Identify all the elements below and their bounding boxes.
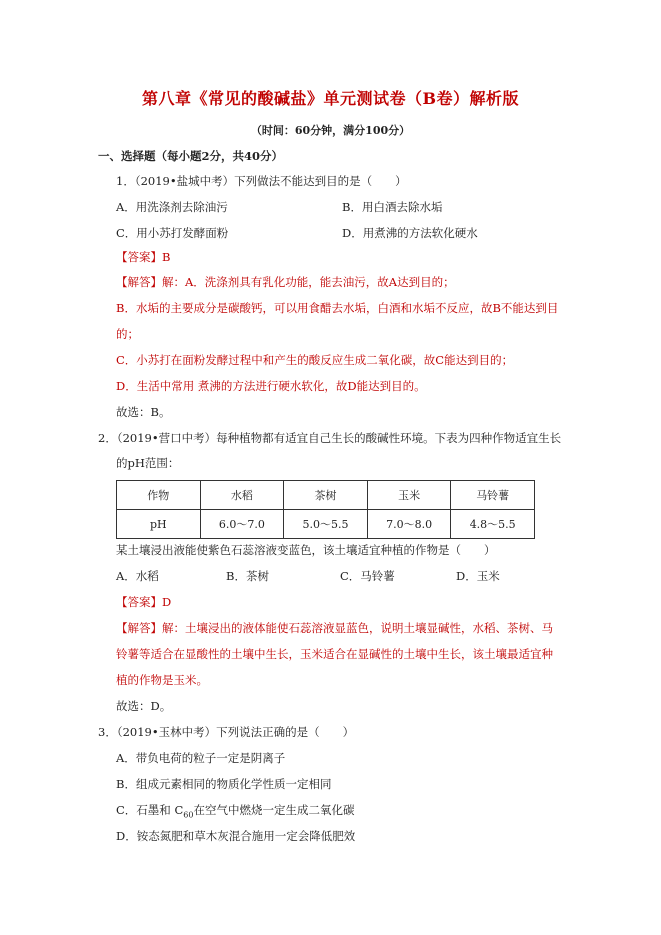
q1-analysis-line: 的； (116, 327, 139, 341)
exam-info: （时间：60分钟，满分100分） (250, 124, 411, 137)
q2-analysis-line: 植的作物是玉米。 (116, 673, 208, 687)
q3-option-c-text-cont: 在空气中燃烧一定生成二氧化碳 (193, 803, 355, 817)
q2-analysis-line: 铃薯等适合在显酸性的土壤中生长，玉米适合在显碱性的土壤中生长，该土壤最适宜种 (116, 647, 553, 661)
q2-answer: 【答案】D (116, 595, 172, 609)
q1-option-d: D．用煮沸的方法软化硬水 (342, 226, 478, 240)
q1-analysis-line: B．水垢的主要成分是碳酸钙，可以用食醋去水垢，白酒和水垢不反应，故B不能达到目 (116, 301, 559, 315)
q1-stem: 1．（2019•盐城中考）下列做法不能达到目的是（ ） (116, 174, 407, 188)
q1-option-b: B．用白酒去除水垢 (342, 200, 443, 214)
q1-analysis-line: C．小苏打在面粉发酵过程中和产生的酸反应生成二氧化碳，故C能达到目的； (116, 353, 514, 367)
q2-stem-cont: 的pH范围： (116, 456, 180, 470)
q1-option-a: A．用洗涤剂去除油污 (116, 200, 228, 214)
table-cell: 5.0～5.5 (284, 510, 368, 539)
q3-option-c (116, 802, 354, 823)
page-title: 第八章《常见的酸碱盐》单元测试卷（B卷）解析版 (141, 89, 520, 108)
q3-option-d: D．铵态氮肥和草木灰混合施用一定会降低肥效 (116, 829, 356, 843)
q2-choice: 故选：D。 (116, 699, 172, 713)
table-cell: 茶树 (284, 481, 368, 510)
q3-option-b: B．组成元素相同的物质化学性质一定相同 (116, 777, 332, 791)
table-cell: 6.0～7.0 (200, 510, 284, 539)
q3-option-c-subscript: 60 (183, 810, 194, 820)
table-cell: pH (117, 510, 201, 539)
table-cell: 作物 (117, 481, 201, 510)
q2-analysis-line: 【解答】解：土壤浸出的液体能使石蕊溶液显蓝色，说明土壤显碱性，水稻、茶树、马 (116, 621, 553, 635)
q2-option-c: C．马铃薯 (340, 569, 395, 583)
q1-choice: 故选：B。 (116, 405, 171, 419)
q2-option-a: A．水稻 (116, 569, 159, 583)
q3-option-a: A．带负电荷的粒子一定是阴离子 (116, 751, 286, 765)
q1-analysis-line: D．生活中常用 煮沸的方法进行硬水软化，故D能达到目的。 (116, 379, 426, 393)
q1-analysis-line: 【解答】解：A．洗涤剂具有乳化功能，能去油污，故A达到目的； (116, 275, 455, 289)
q3-stem: 3．（2019•玉林中考）下列说法正确的是（ ） (98, 725, 355, 739)
table-row (117, 510, 535, 539)
section-heading: 一、选择题（每小题2分，共40分） (98, 149, 284, 163)
q2-option-d: D．玉米 (456, 569, 500, 583)
table-cell: 4.8～5.5 (451, 510, 535, 539)
q1-answer: 【答案】B (116, 250, 171, 264)
q2-stem: 2．（2019•营口中考）每种植物都有适宜自己生长的酸碱性环境。下表为四种作物适宜生长 (98, 431, 562, 445)
table-cell: 7.0～8.0 (367, 510, 451, 539)
table-cell: 玉米 (367, 481, 451, 510)
q3-option-c-text: C．石墨和 C (116, 803, 184, 817)
ph-range-table (116, 480, 535, 539)
q2-question: 某土壤浸出液能使紫色石蕊溶液变蓝色，该土壤适宜种植的作物是（ ） (116, 543, 496, 557)
table-header-row (117, 481, 535, 510)
table-cell: 水稻 (200, 481, 284, 510)
q2-option-b: B．茶树 (226, 569, 269, 583)
table-cell: 马铃薯 (451, 481, 535, 510)
q1-option-c: C．用小苏打发酵面粉 (116, 226, 229, 240)
